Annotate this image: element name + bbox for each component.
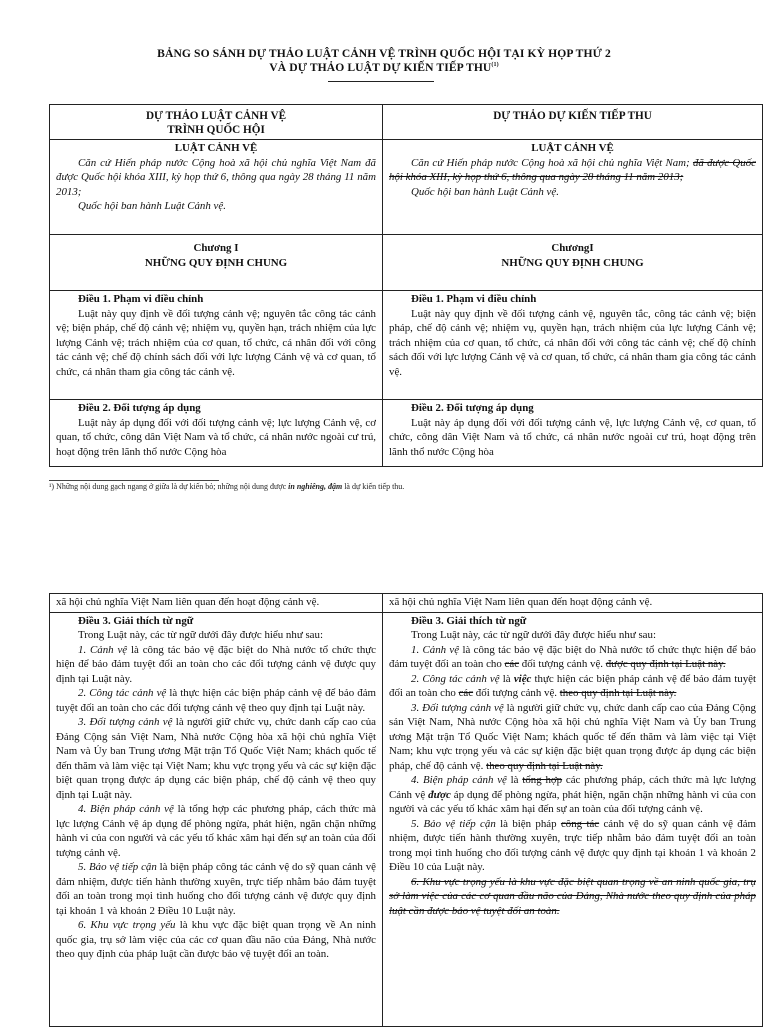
definition-2-left-text: là thực hiện các biện pháp cảnh vệ để bảo đảm tuyệt đối an toàn cho các đối tượng cảnh vệ theo quy định tại Luật này. <box>56 687 376 714</box>
definition-4-left-text: là tổng hợp các phương pháp, cách thức mà lực lượng Cảnh vệ áp dụng để phòng ngừa, phát hiện, ngăn chặn những hành vi của con người và các yếu tố khác xâm hại đến sự an toàn của đối tượng cảnh vệ. <box>56 803 376 859</box>
definition-4-right <box>389 773 756 817</box>
article2-cont-left-text: xã hội chủ nghĩa Việt Nam liên quan đến hoạt động cảnh vệ. <box>56 596 320 608</box>
law-name-left: LUẬT CẢNH VỆ <box>174 142 258 154</box>
definition-2-right-c: đối tượng cảnh vệ. <box>473 687 560 699</box>
preamble-left-1: Căn cứ Hiến pháp nước Cộng hoà xã hội chủ nghĩa Việt Nam đã được Quốc hội khóa XIII, kỳ họp thứ 6, thông qua ngày 28 tháng 11 năm 2013; <box>56 156 376 198</box>
definition-5-right <box>389 817 756 875</box>
preamble-right <box>383 140 763 235</box>
definition-3-right-term: 3. Đối tượng cảnh vệ <box>411 701 504 714</box>
definition-6-left <box>56 918 376 962</box>
chapter-right-name: NHỮNG QUY ĐỊNH CHUNG <box>501 256 644 269</box>
definition-4-left-term: 4. Biện pháp cảnh vệ <box>78 803 174 815</box>
definition-3-right-struck: theo quy định tại Luật này. <box>486 759 603 772</box>
header-right <box>383 105 763 140</box>
article3-left-title: Điều 3. Giải thích từ ngữ <box>78 614 194 627</box>
definition-3-left-term: 3. Đối tượng cảnh vệ <box>78 716 173 728</box>
preamble-right-1b-struck: đã được Quốc hội khóa XIII, kỳ họp thứ 6, thông qua ngày 28 tháng 11 năm 2013; <box>389 156 756 183</box>
definition-2-right <box>389 672 756 701</box>
definition-1-right-a: là công tác bảo vệ đặc biệt do Nhà nước tổ chức thực hiện để bảo đảm tuyệt đối an toàn cho <box>389 643 756 670</box>
definition-2-right-term: 2. Công tác cảnh vệ <box>411 672 500 685</box>
definition-1-left-term: 1. Cảnh vệ <box>78 643 128 656</box>
comparison-table-part2 <box>49 593 763 1027</box>
footnote <box>49 482 404 491</box>
definition-5-left-term: 5. Bảo vệ tiếp cận <box>78 861 157 873</box>
definition-3-right <box>389 701 756 774</box>
definition-5-left-text: là biện pháp công tác cảnh vệ do sỹ quan cảnh vệ đảm nhiệm, được tiến hành thường xuyên, trực tiếp nhằm bảo đảm tuyệt đối an toàn trong mọi tình huống cho đối tượng cảnh vệ được quy định tại khoản 1 và khoản 2 Điều 10 Luật này. <box>56 861 376 917</box>
footnote-text-c: là dự kiến tiếp thu. <box>342 482 405 491</box>
article1-left <box>50 291 383 400</box>
header-left <box>50 105 383 140</box>
definition-4-right-added: được <box>428 788 451 801</box>
footnote-text-a: ¹) Những nội dung gạch ngang ở giữa là dự kiến bỏ; những nội dung được <box>49 482 289 491</box>
article2-right-body: Luật này áp dụng đối với đối tượng cảnh vệ, lực lượng Cảnh vệ, cơ quan, tổ chức, công dân Việt Nam và tổ chức, cá nhân nước ngoài cư trú, hoạt động trên lãnh thổ nước Cộng hòa <box>389 416 756 458</box>
article2-left-title: Điều 2. Đối tượng áp dụng <box>78 402 201 414</box>
definition-6-left-text: là khu vực đặc biệt quan trọng về An ninh quốc gia, trụ sở làm việc của các cơ quan đầu não của Đảng, Nhà nước theo quy định của pháp luật cần được bảo vệ tuyệt đối an toàn. <box>56 919 376 960</box>
definition-2-right-a: là <box>499 672 514 685</box>
definition-4-right-c: áp dụng để phòng ngừa, phát hiện, ngăn chặn những hành vi của con người và các yếu tố khác xâm hại đến sự an toàn của đối tượng cảnh vệ. <box>389 788 756 815</box>
comparison-table-part1 <box>49 104 763 467</box>
definition-1-right-term: 1. Cảnh vệ <box>411 643 460 656</box>
definition-1-right <box>389 643 756 672</box>
definition-3-left <box>56 715 376 802</box>
title-line2-text: VÀ DỰ THẢO LUẬT DỰ KIẾN TIẾP THU <box>269 61 492 74</box>
document-title-line1: BẢNG SO SÁNH DỰ THẢO LUẬT CẢNH VỆ TRÌNH QUỐC HỘI TẠI KỲ HỌP THỨ 2 <box>157 47 611 60</box>
definition-1-left <box>56 643 376 687</box>
footnote-ref: (1) <box>491 62 499 69</box>
chapter-right <box>383 235 763 291</box>
article3-right-intro: Trong Luật này, các từ ngữ dưới đây được hiểu như sau: <box>411 629 656 641</box>
article1-left-body: Luật này quy định về đối tượng cảnh vệ; nguyên tắc công tác cảnh vệ; biện pháp, chế độ cảnh vệ; nhiệm vụ, quyền hạn, trách nhiệm của lực lượng Cảnh vệ; trách nhiệm của cơ quan, tổ chức, cá nhân đối với công tác cảnh vệ; chế độ chính sách đối với lực lượng Cảnh vệ và cơ quan, tổ chức, cá nhân tham gia công tác cảnh vệ. <box>56 307 376 378</box>
article1-left-title: Điều 1. Phạm vi điều chỉnh <box>78 293 204 305</box>
definition-5-right-struck: công tác <box>560 817 600 830</box>
definition-2-right-struck-2: theo quy định tại Luật này. <box>559 687 677 699</box>
definition-4-right-struck: tổng hợp <box>522 774 563 786</box>
definition-4-right-b: các phương pháp, cách thức mà lực lượng Cảnh vệ <box>389 774 756 801</box>
preamble-right-1a: Căn cứ Hiến pháp nước Cộng hoà xã hội chủ nghĩa Việt Nam; <box>411 156 693 169</box>
definition-2-right-struck-1: các <box>458 687 474 699</box>
article2-right <box>383 400 763 467</box>
preamble-left-2: Quốc hội ban hành Luật Cảnh vệ. <box>78 200 226 212</box>
preamble-left <box>50 140 383 235</box>
article2-cont-right <box>383 594 763 613</box>
definition-3-left-text: là người giữ chức vụ, chức danh cấp cao của Đảng Cộng sản Việt Nam, Nhà nước Cộng hòa xã hội chủ nghĩa Việt Nam và Ủy ban Trung ương Mặt trận Tổ Quốc Việt Nam; khách quốc tế đến thăm và làm việc tại Việt Nam; khu vực trọng yếu và các sự kiện đặc biệt quan trọng được áp dụng các biện pháp, chế độ cảnh vệ theo quy định tại Luật này. <box>56 716 376 801</box>
article2-left-body: Luật này áp dụng đối với đối tượng cảnh vệ; lực lượng Cảnh vệ, cơ quan, tổ chức, công dân Việt Nam và tổ chức, cá nhân nước ngoài cư trú, hoạt động trên lãnh thổ nước Cộng hòa <box>56 416 376 458</box>
definition-2-left <box>56 686 376 715</box>
definition-5-right-term: 5. Bảo vệ tiếp cận <box>411 817 496 830</box>
article1-right-title: Điều 1. Phạm vi điều chỉnh <box>411 293 537 305</box>
chapter-left-name: NHỮNG QUY ĐỊNH CHUNG <box>144 256 288 269</box>
law-name-right: LUẬT CẢNH VỆ <box>531 142 614 154</box>
header-right-text: DỰ THẢO DỰ KIẾN TIẾP THU <box>493 110 652 122</box>
title-underline <box>328 81 434 82</box>
definition-5-right-a: là biện pháp <box>495 817 561 830</box>
chapter-left <box>50 235 383 291</box>
definition-1-left-text: là công tác bảo vệ đặc biệt do Nhà nước tổ chức thực hiện để bảo đảm tuyệt đối an toàn cho các đối tượng cảnh vệ được quy định tại Luật này. <box>56 643 376 685</box>
chapter-left-number: Chương I <box>193 242 239 254</box>
footnote-text-b: in nghiêng, đậm <box>288 482 343 491</box>
article2-left <box>50 400 383 467</box>
document-title-line2 <box>0 61 768 74</box>
definition-3-right-text: là người giữ chức vụ, chức danh cấp cao của Đảng Cộng sản Việt Nam, Nhà nước Cộng hòa xã hội chủ nghĩa Việt Nam và Ủy ban Trung ương Mặt trận Tổ Quốc Việt Nam; khách quốc tế đến thăm và làm việc tại Việt Nam; khu vực trọng yếu và các sự kiện đặc biệt quan trọng được áp dụng các biện pháp, chế độ cảnh vệ. <box>389 701 756 772</box>
definition-6-left-term: 6. Khu vực trọng yếu <box>78 919 176 931</box>
definition-4-left <box>56 802 376 860</box>
definition-1-right-b: đối tượng cảnh vệ. <box>519 658 606 670</box>
definition-5-left <box>56 860 376 918</box>
article2-cont-right-text: xã hội chủ nghĩa Việt Nam liên quan đến hoạt động cảnh vệ. <box>389 596 653 608</box>
definition-1-right-struck-1: các <box>504 658 520 670</box>
article1-right <box>383 291 763 400</box>
article3-right <box>383 612 763 1026</box>
definition-5-right-b: cảnh vệ do sỹ quan cảnh vệ đảm nhiệm, được tiến hành thường xuyên, trực tiếp nhằm bảo đảm tuyệt đối an toàn trong mọi tình huống cho đối tượng cảnh vệ được quy định tại khoản 1 và khoản 2 Điều 10 của Luật này. <box>389 817 756 873</box>
chapter-right-number: ChươngI <box>551 242 594 254</box>
preamble-right-1 <box>389 156 756 185</box>
article3-left <box>50 612 383 1026</box>
header-left-line2: TRÌNH QUỐC HỘI <box>167 124 265 136</box>
article3-left-intro: Trong Luật này, các từ ngữ dưới đây được hiểu như sau: <box>78 629 323 641</box>
preamble-right-2: Quốc hội ban hành Luật Cảnh vệ. <box>411 185 559 198</box>
article2-cont-left <box>50 594 383 613</box>
article3-right-title: Điều 3. Giải thích từ ngữ <box>411 614 527 627</box>
article1-right-body: Luật này quy định về đối tượng cảnh vệ, nguyên tắc, công tác cảnh vệ; biện pháp, chế độ cảnh vệ; nhiệm vụ, quyền hạn, trách nhiệm của lực lượng Cảnh vệ; trách nhiệm của cơ quan, tổ chức, cá nhân đối với công tác cảnh vệ; chế độ chính sách đối với lực lượng Cảnh vệ và cơ quan, tổ chức, cá nhân tham gia công tác cảnh vệ. <box>389 307 756 378</box>
definition-1-right-struck-2: được quy định tại Luật này. <box>605 658 726 670</box>
footnote-separator <box>49 480 219 481</box>
definition-4-right-term: 4. Biện pháp cảnh vệ <box>411 774 507 786</box>
definition-2-right-b: thực hiện các biện pháp cảnh vệ để bảo đảm tuyệt đối an toàn cho <box>389 672 756 699</box>
header-left-line1: DỰ THẢO LUẬT CẢNH VỆ <box>145 110 287 122</box>
definition-2-left-term: 2. Công tác cảnh vệ <box>78 687 167 699</box>
article2-right-title: Điều 2. Đối tượng áp dụng <box>411 402 534 414</box>
definition-2-right-added: việc <box>513 672 532 685</box>
definition-6-right-struck: 6. Khu vực trọng yếu là khu vực đặc biệt quan trọng về an ninh quốc gia, trụ sở làm việc của các cơ quan đầu não của Đảng, Nhà nước theo quy định của pháp luật cần được bảo vệ tuyệt đối an toàn. <box>389 875 756 917</box>
definition-4-right-a: là <box>506 774 523 786</box>
